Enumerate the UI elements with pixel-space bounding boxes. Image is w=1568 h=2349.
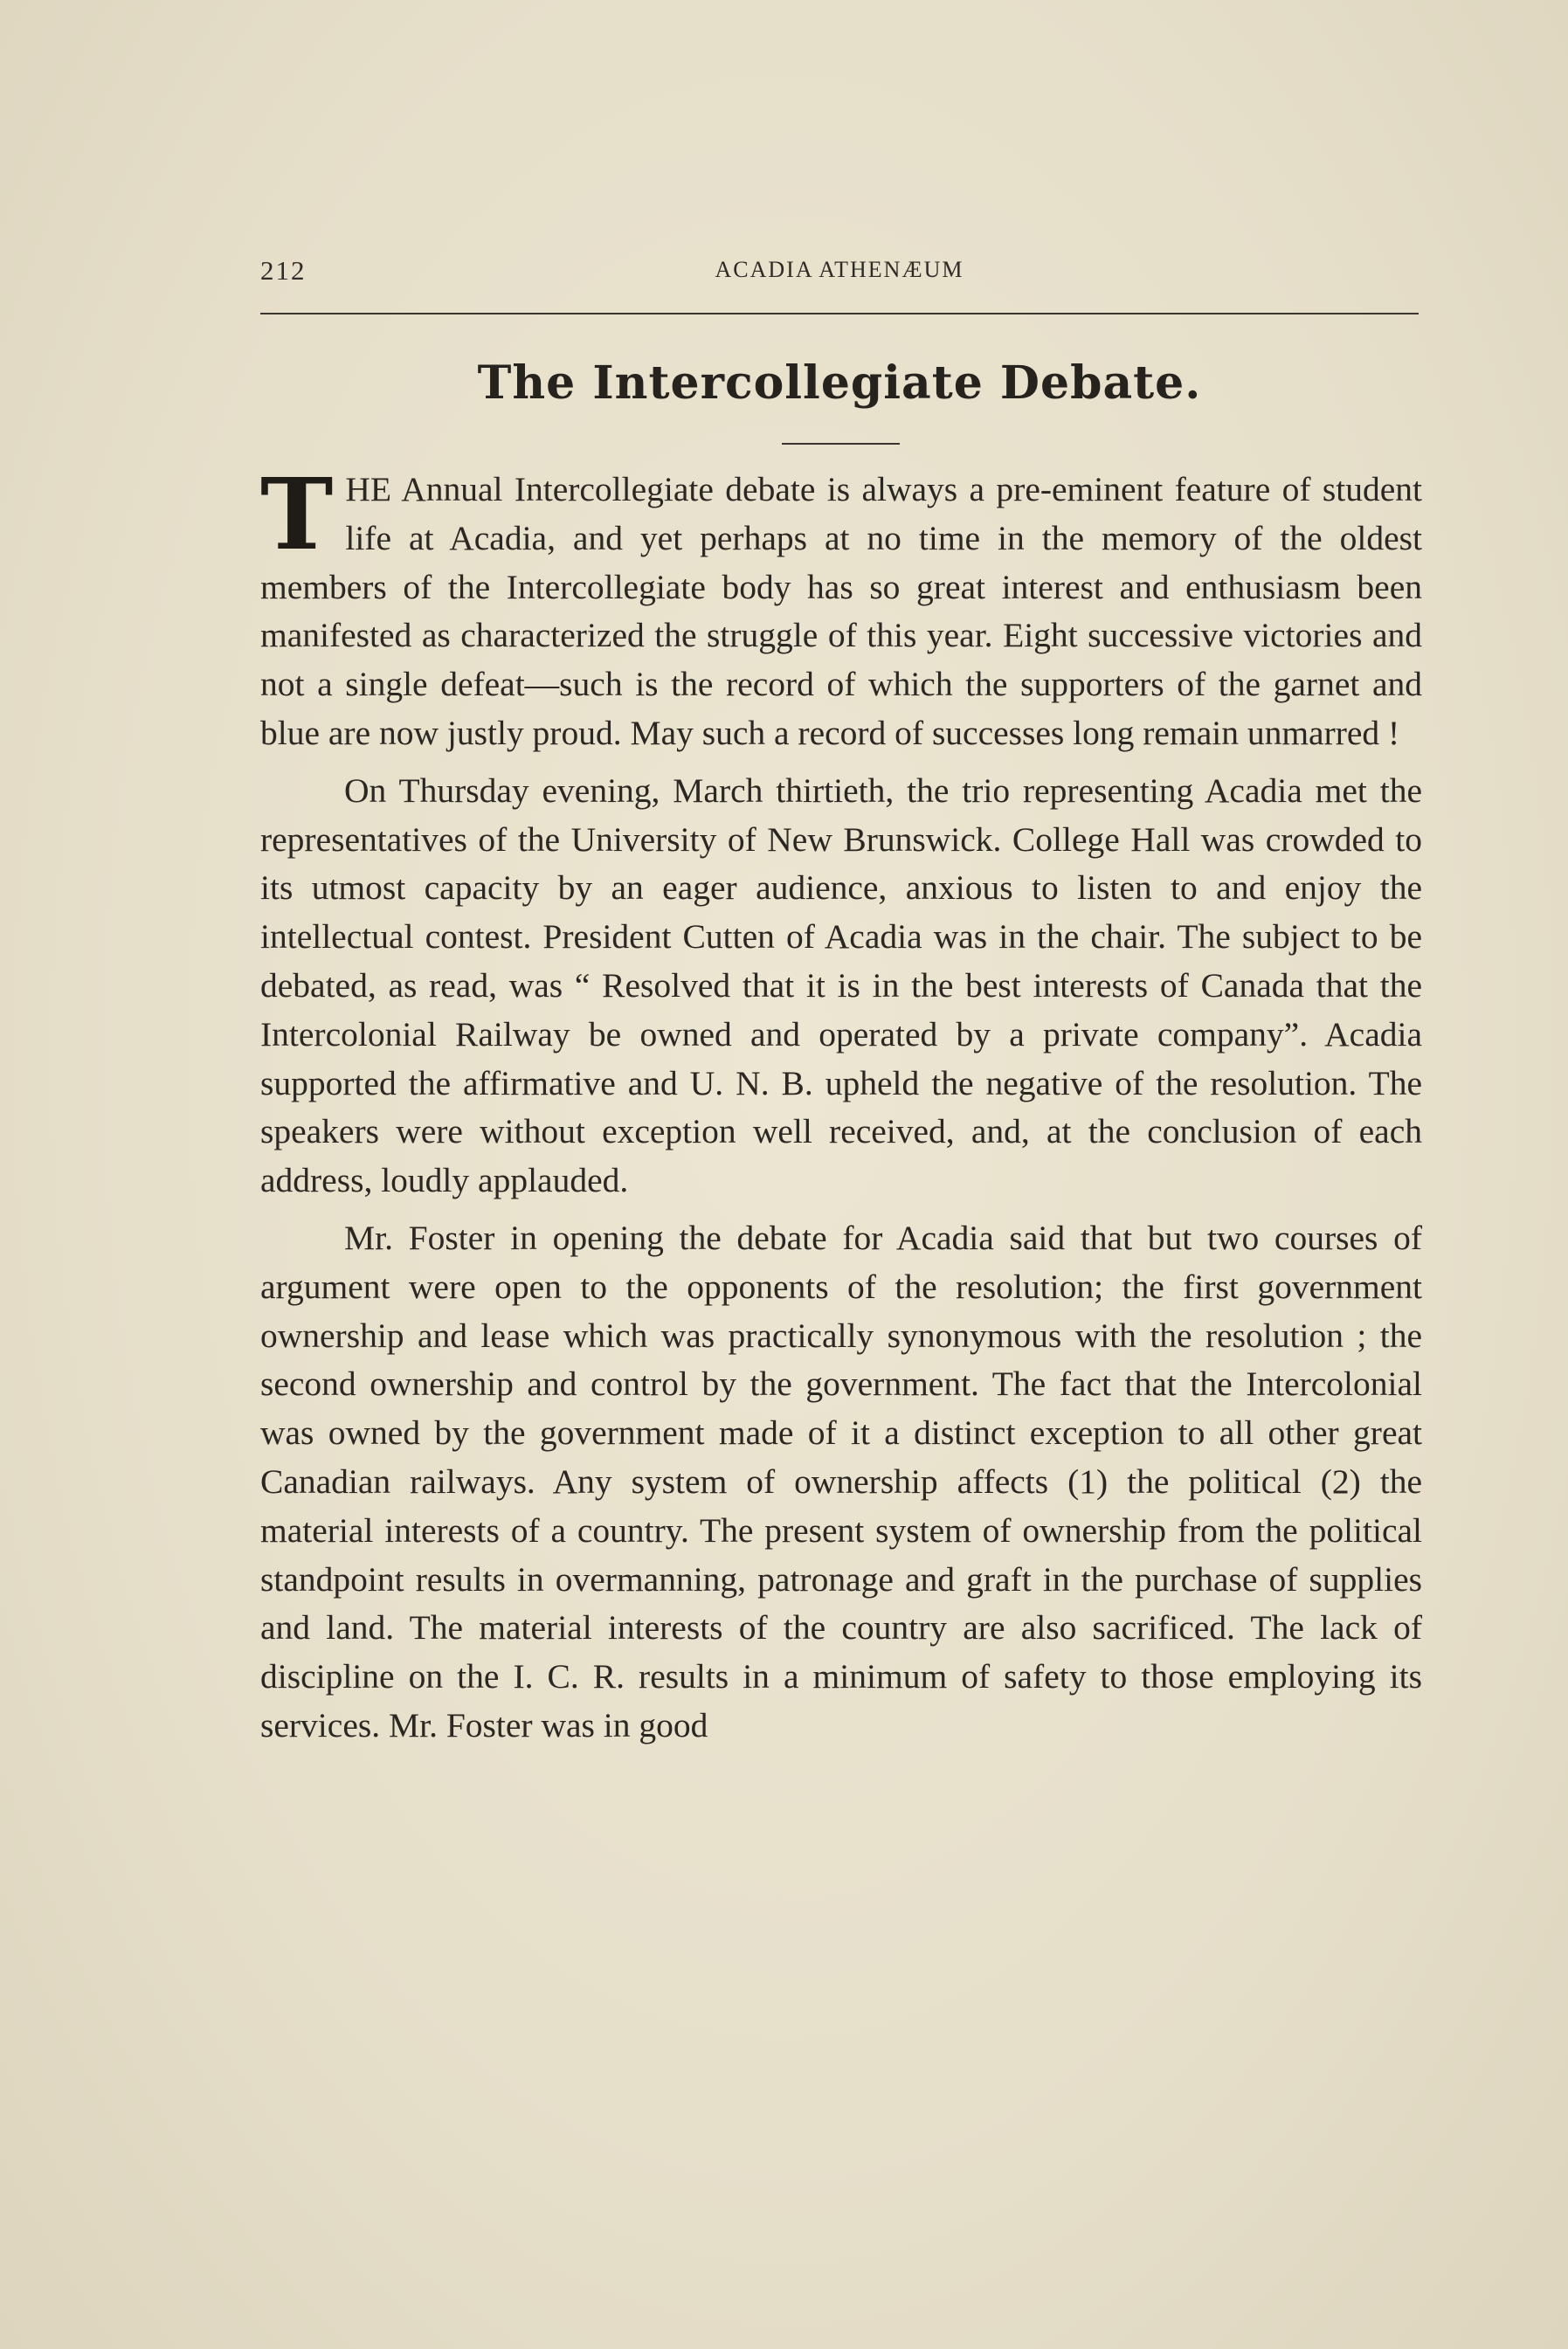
- running-title: ACADIA ATHENÆUM: [715, 257, 964, 282]
- paragraph-1: [260, 458, 1422, 758]
- article-title: The Intercollegiate Debate.: [477, 356, 1202, 410]
- drop-cap: T: [260, 458, 334, 572]
- paragraph-2: On Thursday evening, March thirtieth, the trio representing Acadia met the representatives of the University of New Brunswick. College Hall was crowded to its utmost capacity by an eager audience, anxious to listen to and enjoy the intellectual contest. President Cutten of Acadia was in the chair. The subject to be debated, as read, was “ Resolved that it is in the best interests of Canada that the Intercolonial Railway be owned and operated by a private company”. Acadia supported the affirmative and U. N. B. upheld the negative of the resolution. The speakers were without exception well received, and, at the conclusion of each address, loudly applauded.: [260, 770, 1422, 1200]
- header-rule: [260, 313, 1419, 314]
- page-header: [260, 255, 1419, 297]
- page-number: 212: [260, 255, 307, 286]
- paragraph-3: Mr. Foster in opening the debate for Acadia said that but two courses of argument were open to the opponents of the resolution; the first government ownership and lease which was practically synonymous with the resolution ; the second ownership and control by the government. The fact that the Intercolonial was owned by the government made of it a distinct exception to all other great Canadian railways. Any system of ownership affects (1) the political (2) the material interests of a country. The present system of ownership from the political standpoint results in overmanning, patronage and graft in the purchase of supplies and land. The material interests of the country are also sacrificed. The lack of discipline on the I. C. R. results in a minimum of safety to those employing its services. Mr. Foster was in good: [260, 1218, 1422, 1744]
- article-body: [260, 458, 1422, 1759]
- title-rule: [782, 443, 900, 445]
- paragraph-1-text: HE Annual Intercollegiate debate is always a pre-eminent feature of student life at Acadia, and yet perhaps at no time in the memory of the oldest members of the Intercollegiate body has so great interest and enthusiasm been manifested as characterized the struggle of this year. Eight successive victories and not a single defeat—such is the record of which the supporters of the garnet and blue are now justly proud. May such a record of successes long remain unmarred !: [260, 470, 1422, 752]
